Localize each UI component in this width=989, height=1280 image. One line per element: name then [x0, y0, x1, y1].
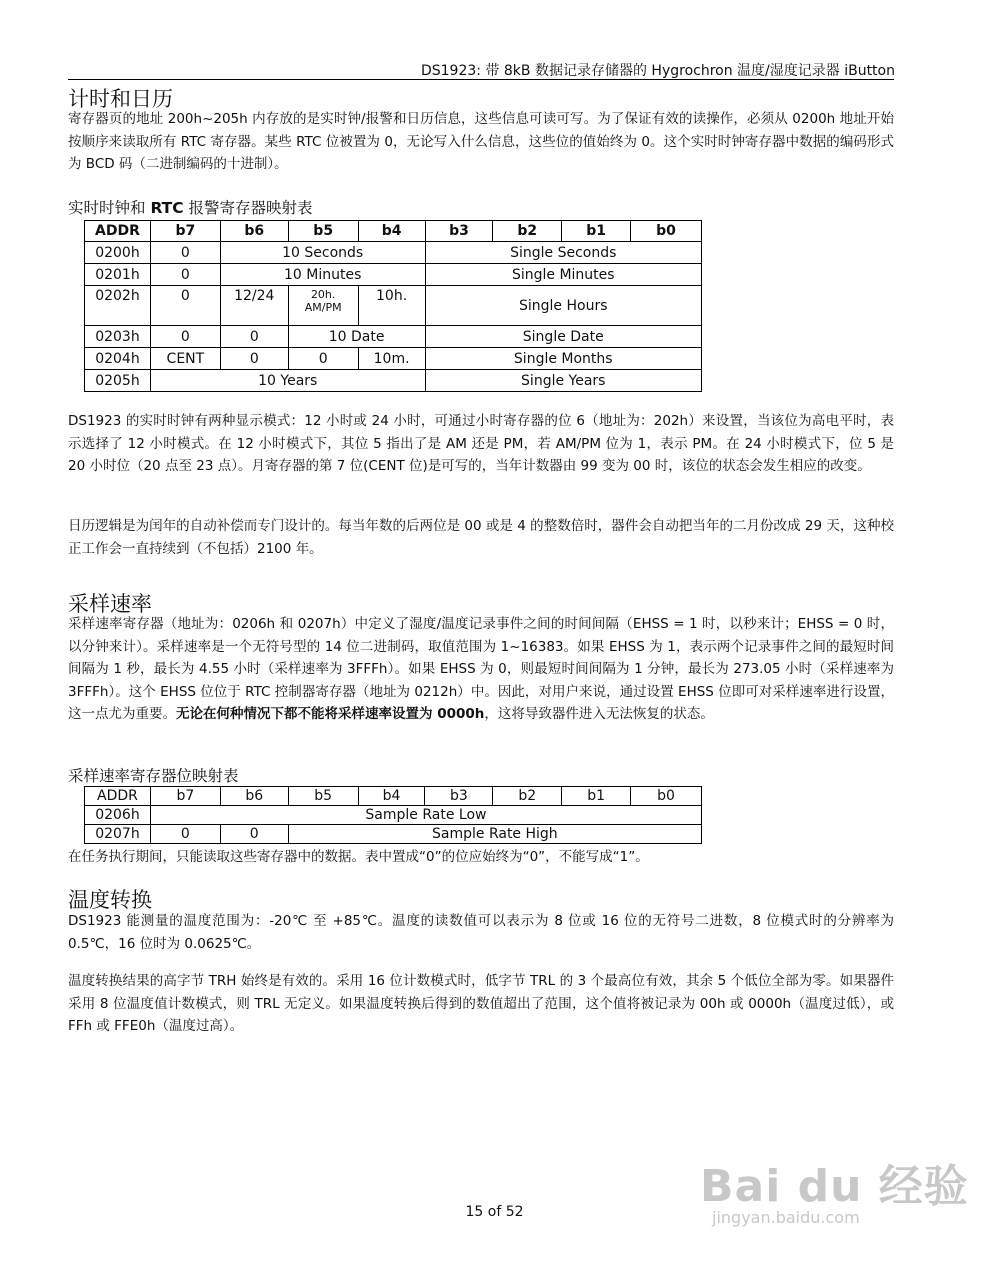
addr-cell: 0203h: [85, 326, 151, 348]
sample-rate-text: 采样速率寄存器（地址为：0206h 和 0207h）中定义了湿度/温度记录事件之间的时间间隔（EHSS = 1 时，以秒来计；EHSS = 0 时，以分钟来计）。采样速率是一个无符号型的 14 位二进制码，取值范围为 1~16383。如果 EHSS 为 1，表示两个记录事件之间的最短时间间隔为 1 秒，最长为 4.55 小时（采样速率为 3FFFh）。如果 EHSS 为 0，则最短时间间隔为 1 分钟，最长为 273.05 小时（采样速率为 3FFFh）。这个 EHSS 位位于 RTC 控制器寄存器（地址为 0212h）中。因此，对用户来说，通过设置 EHSS 位即可对采样速率进行设置，这一点尤为重要。: [68, 616, 894, 722]
header-cell: b5: [288, 221, 358, 242]
b7-cell: 0: [150, 326, 220, 348]
header-cell: b6: [220, 787, 288, 806]
addr-cell: 0201h: [85, 264, 151, 286]
addr-cell: 0204h: [85, 348, 151, 370]
table-row: [85, 348, 702, 370]
timekeeping-heading: 计时和日历: [68, 87, 173, 111]
sample-rate-tail: ，这将导致器件进入无法恢复的状态。: [484, 706, 714, 722]
baidu-url: jingyan.baidu.com: [712, 1208, 860, 1227]
rtc-table-caption: [68, 196, 313, 218]
addr-cell: 0205h: [85, 370, 151, 392]
single-cell: Single Years: [425, 370, 701, 392]
sample-rate-paragraph: [68, 613, 894, 726]
sample-rate-heading: 采样速率: [68, 592, 152, 616]
header-cell: b3: [425, 787, 493, 806]
timekeeping-paragraph-1: 寄存器页的地址 200h~205h 内存放的是实时钟/报警和日历信息，这些信息可读可写。为了保证有效的读操作，必须从 0200h 地址开始按顺序来读取所有 RTC 寄存器。某些 RTC 位被置为 0，无论写入什么信息，这些位的值始终为 0。这个实时时钟寄存器中数据的编码形式为 BCD 码（二进制编码的十进制）。: [68, 111, 894, 172]
table-row: [85, 242, 702, 264]
table-row: [85, 825, 702, 844]
header-cell: b7: [150, 787, 220, 806]
single-cell: Single Hours: [425, 286, 701, 326]
table-header-row: [85, 221, 702, 242]
rate-table-caption: 采样速率寄存器位映射表: [68, 767, 239, 785]
addr-cell: 0206h: [85, 806, 151, 825]
b7-cell: 0: [150, 242, 220, 264]
value-cell: Sample Rate High: [288, 825, 701, 844]
addr-cell: 0202h: [85, 286, 151, 326]
single-cell: Single Minutes: [425, 264, 701, 286]
b4-cell: 10m.: [358, 348, 425, 370]
b5-line2: AM/PM: [304, 301, 342, 314]
header-cell: b1: [562, 221, 631, 242]
b4-cell: 10h.: [358, 286, 425, 326]
b7-cell: 0: [150, 264, 220, 286]
b6-cell: 0: [220, 825, 288, 844]
tens-cell: 10 Seconds: [220, 242, 425, 264]
temperature-paragraph-1: DS1923 能测量的温度范围为：-20℃ 至 +85℃。温度的读数值可以表示为 8 位或 16 位的无符号二进数，8 位模式时的分辨率为 0.5℃，16 位时为 0.0625℃。: [68, 913, 894, 952]
addr-cell: 0207h: [85, 825, 151, 844]
table-row: [85, 326, 702, 348]
sample-rate-register-table: [84, 786, 702, 844]
rtc-caption-post: 报警寄存器映射表: [183, 199, 313, 217]
b5-cell: 0: [288, 348, 358, 370]
header-title: DS1923: 带 8kB 数据记录存储器的 Hygrochron 温度/湿度记录器 iButton: [420, 63, 895, 79]
rate-table-note: 在任务执行期间，只能读取这些寄存器中的数据。表中置成“0”的位应始终为“0”，不能写成“1”。: [68, 849, 649, 865]
single-cell: Single Date: [425, 326, 701, 348]
single-cell: Single Months: [425, 348, 701, 370]
header-cell: b2: [493, 221, 562, 242]
b6-cell: 0: [220, 326, 288, 348]
header-cell: b4: [358, 221, 425, 242]
tens-cell: 10 Minutes: [220, 264, 425, 286]
b7-cell: 0: [150, 286, 220, 326]
b7-cell: CENT: [150, 348, 220, 370]
header-cell: b4: [358, 787, 425, 806]
timekeeping-paragraph-3: 日历逻辑是为闰年的自动补偿而专门设计的。每当年数的后两位是 00 或是 4 的整数倍时，器件会自动把当年的二月份改成 29 天，这种校正工作会一直持续到（不包括）2100 年。: [68, 518, 894, 557]
sample-rate-warning: 无论在何种情况下都不能将采样速率设置为 0000h: [176, 706, 485, 722]
header-cell: b6: [220, 221, 288, 242]
header-cell: ADDR: [85, 787, 151, 806]
page-number: 15 of 52: [465, 1204, 524, 1220]
b5-cell: [288, 286, 358, 326]
header-cell: ADDR: [85, 221, 151, 242]
table-header-row: [85, 787, 702, 806]
header-cell: b0: [631, 787, 702, 806]
temperature-heading: 温度转换: [68, 888, 152, 912]
timekeeping-paragraph-2: DS1923 的实时时钟有两种显示模式：12 小时或 24 小时，可通过小时寄存器的位 6（地址为：202h）来设置，当该位为高电平时，表示选择了 12 小时模式。在 12 小时模式下，其位 5 指出了是 AM 还是 PM，若 AM/PM 位为 1，表示 PM。在 24 小时模式下，位 5 是 20 小时位（20 点至 23 点）。月寄存器的第 7 位(CENT 位)是可写的，当年计数器由 99 变为 00 时，该位的状态会发生相应的改变。: [68, 413, 894, 474]
single-cell: Single Seconds: [425, 242, 701, 264]
header-cell: b2: [493, 787, 562, 806]
header-cell: b3: [425, 221, 493, 242]
table-row: [85, 370, 702, 392]
baidu-watermark: [700, 1150, 969, 1240]
table-row: [85, 264, 702, 286]
value-cell: Sample Rate Low: [150, 806, 701, 825]
header-cell: b1: [562, 787, 631, 806]
temperature-paragraph-2: 温度转换结果的高字节 TRH 始终是有效的。采用 16 位计数模式时，低字节 TRL 的 3 个最高位有效，其余 5 个低位全部为零。如果器件采用 8 位温度值计数模式，则 TRL 无定义。如果温度转换后得到的数值超出了范围，这个值将被记录为 00h 或 0000h（温度过低），或 FFh 或 FFE0h（温度过高）。: [68, 973, 894, 1034]
header-cell: b0: [631, 221, 702, 242]
header-cell: b7: [150, 221, 220, 242]
tens-cell: 10 Date: [288, 326, 425, 348]
header-cell: b5: [288, 787, 358, 806]
table-row: [85, 286, 702, 326]
baidu-logo: Bai du 经验: [700, 1161, 969, 1212]
b6-cell: 12/24: [220, 286, 288, 326]
rtc-register-table: [84, 220, 702, 392]
addr-cell: 0200h: [85, 242, 151, 264]
tens-cell: 10 Years: [150, 370, 425, 392]
b7-cell: 0: [150, 825, 220, 844]
rtc-caption-pre: 实时时钟和: [68, 199, 151, 217]
header-rule: [68, 79, 894, 80]
b5-line1: 20h.: [310, 288, 336, 301]
rtc-caption-bold: RTC: [150, 199, 184, 217]
table-row: [85, 806, 702, 825]
b6-cell: 0: [220, 348, 288, 370]
